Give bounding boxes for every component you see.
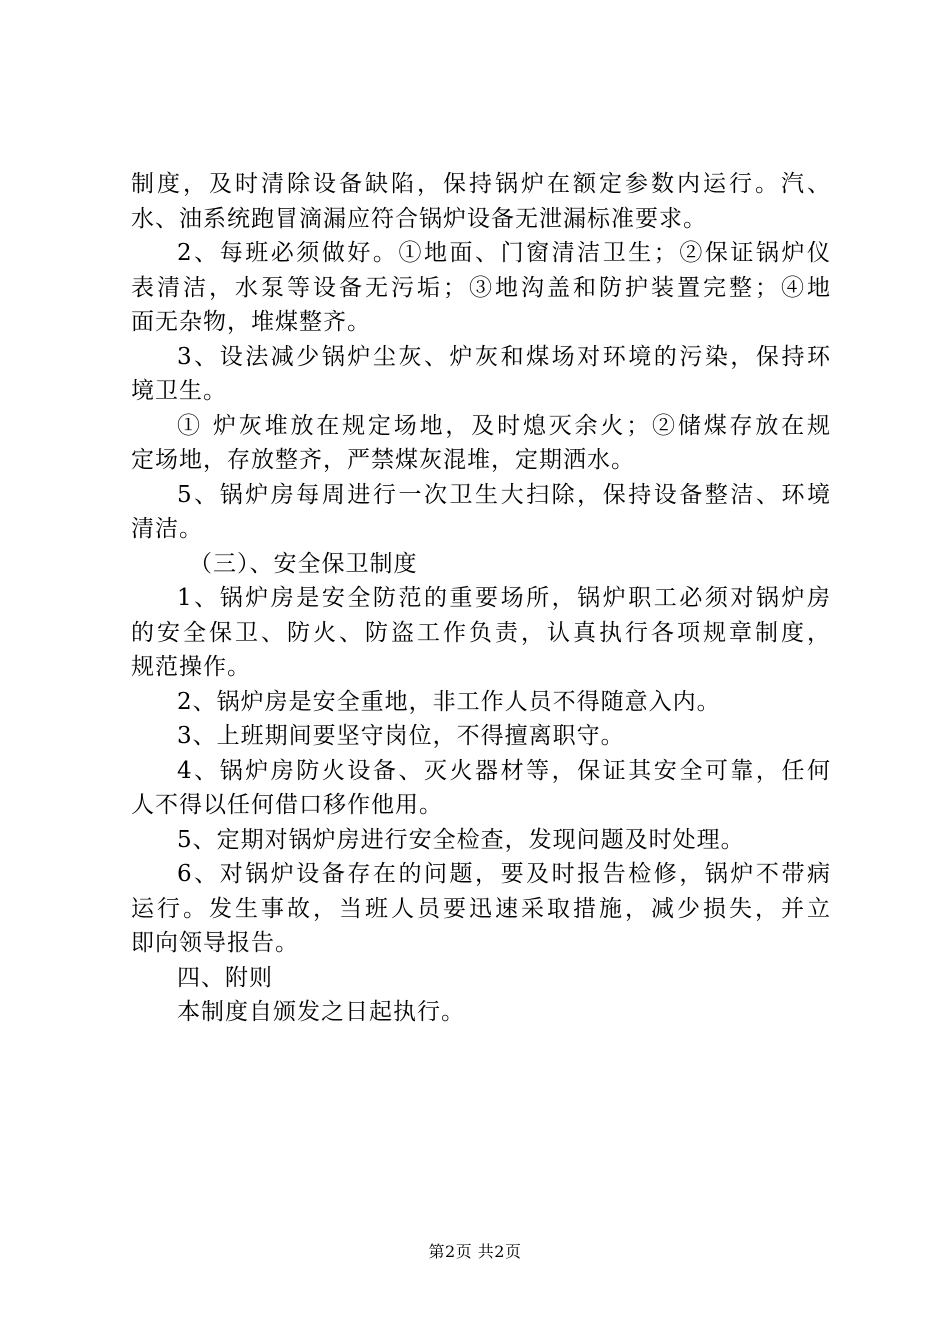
text-line: 5、锅炉房每周进行一次卫生大扫除，保持设备整洁、环境: [177, 481, 831, 508]
text-line: 本制度自颁发之日起执行。: [177, 999, 465, 1025]
text-line: 四、附则: [177, 964, 273, 991]
text-line: 5、定期对锅炉房进行安全检查，发现问题及时处理。: [177, 826, 745, 853]
text-line: 表清洁，水泵等设备无污垢；③地沟盖和防护装置完整；④地: [131, 274, 831, 301]
text-line: 2、锅炉房是安全重地，非工作人员不得随意入内。: [177, 688, 721, 715]
text-line: 3、上班期间要坚守岗位，不得擅离职守。: [177, 723, 625, 749]
text-line: 规范操作。: [131, 654, 251, 680]
document-body: [131, 167, 831, 1030]
text-line: 即向领导报告。: [131, 930, 299, 956]
text-line: 1、锅炉房是安全防范的重要场所，锅炉职工必须对锅炉房: [177, 585, 831, 611]
text-line: 4、锅炉房防火设备、灭火器材等，保证其安全可靠，任何: [177, 757, 831, 784]
text-line: ① 炉灰堆放在规定场地，及时熄灭余火；②储煤存放在规: [177, 412, 831, 439]
text-line: 运行。发生事故，当班人员要迅速采取措施，减少损失，并立: [131, 895, 831, 922]
page-footer: 第2页 共2页: [428, 1242, 522, 1261]
text-line: 人不得以任何借口移作他用。: [131, 792, 443, 818]
text-line: 6、对锅炉设备存在的问题，要及时报告检修，锅炉不带病: [177, 861, 831, 887]
text-line: 2、每班必须做好。①地面、门窗清洁卫生；②保证锅炉仪: [177, 240, 831, 266]
text-line: 水、油系统跑冒滴漏应符合锅炉设备无泄漏标准要求。: [131, 205, 707, 232]
text-line: 面无杂物，堆煤整齐。: [131, 309, 371, 335]
text-line: 的安全保卫、防火、防盗工作负责，认真执行各项规章制度，: [131, 619, 831, 646]
text-line: 3、设法减少锅炉尘灰、炉灰和煤场对环境的污染，保持环: [177, 343, 831, 370]
text-line: 境卫生。: [131, 378, 227, 404]
text-line: 制度，及时清除设备缺陷，保持锅炉在额定参数内运行。汽、: [131, 171, 831, 197]
text-line: 定场地，存放整齐，严禁煤灰混堆，定期洒水。: [131, 447, 635, 473]
section-heading: （三）、安全保卫制度: [189, 550, 418, 577]
text-line: 清洁。: [131, 516, 203, 542]
